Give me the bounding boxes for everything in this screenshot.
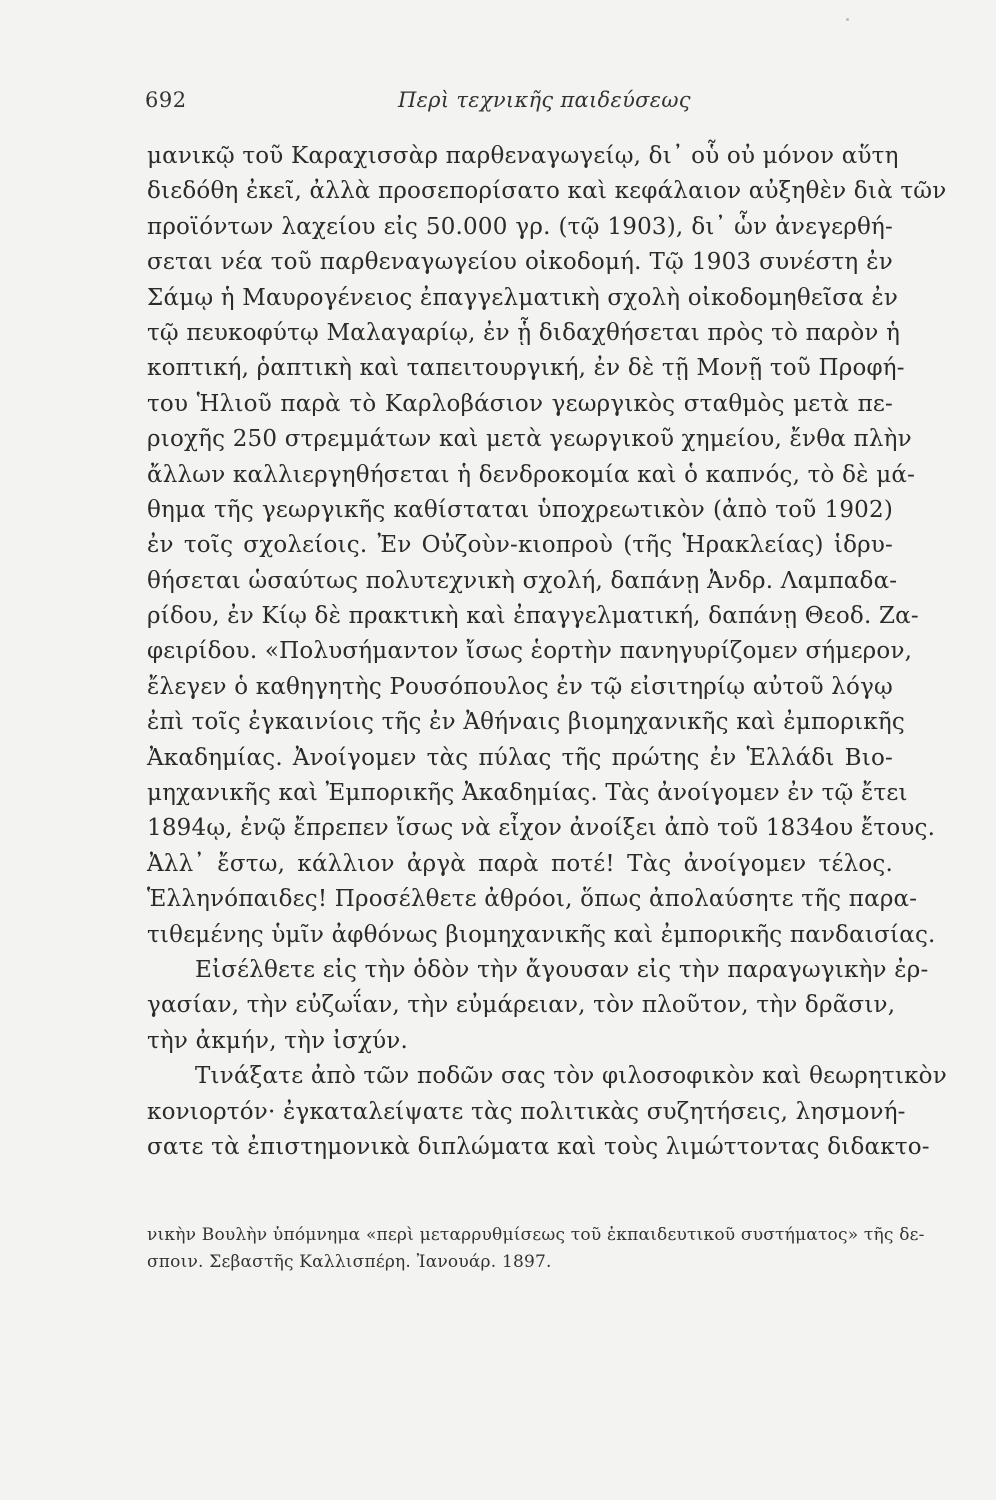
text-line: θήσεται ὡσαύτως πολυτεχνικὴ σχολή, δαπάνῃ Ἀνδρ. Λαμπαδα- bbox=[147, 567, 898, 594]
text-line: ἐπὶ τοῖς ἐγκαινίοις τῆς ἐν Ἀθήναις βιομηχανικῆς καὶ ἐμπορικῆς bbox=[147, 709, 905, 736]
text-line: τῷ πευκοφύτῳ Μαλαγαρίῳ, ἐν ᾗ διδαχθήσεται πρὸς τὸ παρὸν ἡ bbox=[147, 319, 901, 346]
footnote-line: σποιν. Σεβαστῆς Καλλισπέρη. Ἰανουάρ. 1897. bbox=[147, 1252, 552, 1272]
running-title: Περὶ τεχνικῆς παιδεύσεως bbox=[398, 88, 691, 112]
text-line: σεται νέα τοῦ παρθεναγωγείου οἰκοδομή. Τῷ 1903 συνέστη ἐν bbox=[147, 249, 893, 276]
text-line: Τινάξατε ἀπὸ τῶν ποδῶν σας τὸν φιλοσοφικὸν καὶ θεωρητικὸν bbox=[195, 1063, 947, 1090]
text-line: φειρίδου. «Πολυσήμαντον ἴσως ἑορτὴν πανηγυρίζομεν σήμερον, bbox=[147, 638, 913, 665]
text-line: διεδόθη ἐκεῖ, ἀλλὰ προσεπορίσατο καὶ κεφάλαιον αὐξηθὲν διὰ τῶν bbox=[147, 178, 947, 205]
page-number: 692 bbox=[145, 88, 187, 112]
footnote-line: νικὴν Βουλὴν ὑπόμνημα «περὶ μεταρρυθμίσεως τοῦ ἐκπαιδευτικοῦ συστήματος» τῆς δε- bbox=[147, 1225, 925, 1245]
text-line: ριοχῆς 250 στρεμμάτων καὶ μετὰ γεωργικοῦ χημείου, ἔνθα πλὴν bbox=[147, 426, 912, 453]
text-line: Ἀκαδημίας. Ἀνοίγομεν τὰς πύλας τῆς πρώτης ἐν Ἑλλάδι Βιο- bbox=[147, 744, 893, 771]
text-line: ἔλεγεν ὁ καθηγητὴς Ρουσόπουλος ἐν τῷ εἰσιτηρίῳ αὐτοῦ λόγῳ bbox=[147, 673, 894, 700]
text-line: θημα τῆς γεωργικῆς καθίσταται ὑποχρεωτικὸν (ἀπὸ τοῦ 1902) bbox=[147, 496, 893, 523]
text-line: Εἰσέλθετε εἰς τὴν ὁδὸν τὴν ἄγουσαν εἰς τὴν παραγωγικὴν ἐρ- bbox=[195, 956, 929, 983]
text-line: Ἀλλ᾽ ἔστω, κάλλιον ἀργὰ παρὰ ποτέ! Τὰς ἀνοίγομεν τέλος. bbox=[147, 850, 893, 877]
scan-speck bbox=[846, 18, 849, 21]
text-line: ρίδου, ἐν Κίῳ δὲ πρακτικὴ καὶ ἐπαγγελματική, δαπάνῃ Θεοδ. Ζα- bbox=[147, 603, 919, 630]
text-line: κοπτική, ῥαπτικὴ καὶ ταπειτουργική, ἐν δὲ τῇ Μονῇ τοῦ Προφή- bbox=[147, 355, 905, 382]
text-line: σατε τὰ ἐπιστημονικὰ διπλώματα καὶ τοὺς λιμώττοντας διδακτο- bbox=[147, 1133, 930, 1160]
text-line: τιθεμένης ὑμῖν ἀφθόνως βιομηχανικῆς καὶ ἐμπορικῆς πανδαισίας. bbox=[147, 921, 936, 948]
text-line: τὴν ἀκμήν, τὴν ἰσχύν. bbox=[147, 1027, 408, 1054]
text-line: ἄλλων καλλιεργηθήσεται ἡ δενδροκομία καὶ ὁ καπνός, τὸ δὲ μά- bbox=[147, 461, 916, 488]
text-line: μηχανικῆς καὶ Ἐμπορικῆς Ἀκαδημίας. Τὰς ἀνοίγομεν ἐν τῷ ἔτει bbox=[147, 780, 908, 807]
text-line: κονιορτόν· ἐγκαταλείψατε τὰς πολιτικὰς συζητήσεις, λησμονή- bbox=[147, 1098, 906, 1125]
text-line: 1894ῳ, ἐνῷ ἔπρεπεν ἴσως νὰ εἶχον ἀνοίξει ἀπὸ τοῦ 1834ου ἔτους. bbox=[147, 815, 936, 842]
text-line: προϊόντων λαχείου εἰς 50.000 γρ. (τῷ 1903), δι᾽ ὧν ἀνεγερθή- bbox=[147, 213, 893, 240]
body-text bbox=[147, 139, 947, 1165]
text-line: ἐν τοῖς σχολείοις. Ἐν Οὐζοὺν-κιοπροὺ (τῆς Ἡρακλείας) ἱδρυ- bbox=[147, 532, 893, 559]
text-line: γασίαν, τὴν εὐζωΐαν, τὴν εὐμάρειαν, τὸν πλοῦτον, τὴν δρᾶσιν, bbox=[147, 992, 896, 1019]
text-line: Σάμῳ ἡ Μαυρογένειος ἐπαγγελματικὴ σχολὴ οἰκοδομηθεῖσα ἐν bbox=[147, 284, 899, 311]
footnote bbox=[147, 1222, 925, 1276]
text-line: μανικῷ τοῦ Καραχισσὰρ παρθεναγωγείῳ, δι᾽ οὗ οὐ μόνον αὕτη bbox=[147, 143, 899, 169]
text-line: Ἑλληνόπαιδες! Προσέλθετε ἀθρόοι, ὅπως ἀπολαύσητε τῆς παρα- bbox=[147, 886, 918, 913]
text-line: του Ἡλιοῦ παρὰ τὸ Καρλοβάσιον γεωργικὸς σταθμὸς μετὰ πε- bbox=[147, 390, 893, 417]
